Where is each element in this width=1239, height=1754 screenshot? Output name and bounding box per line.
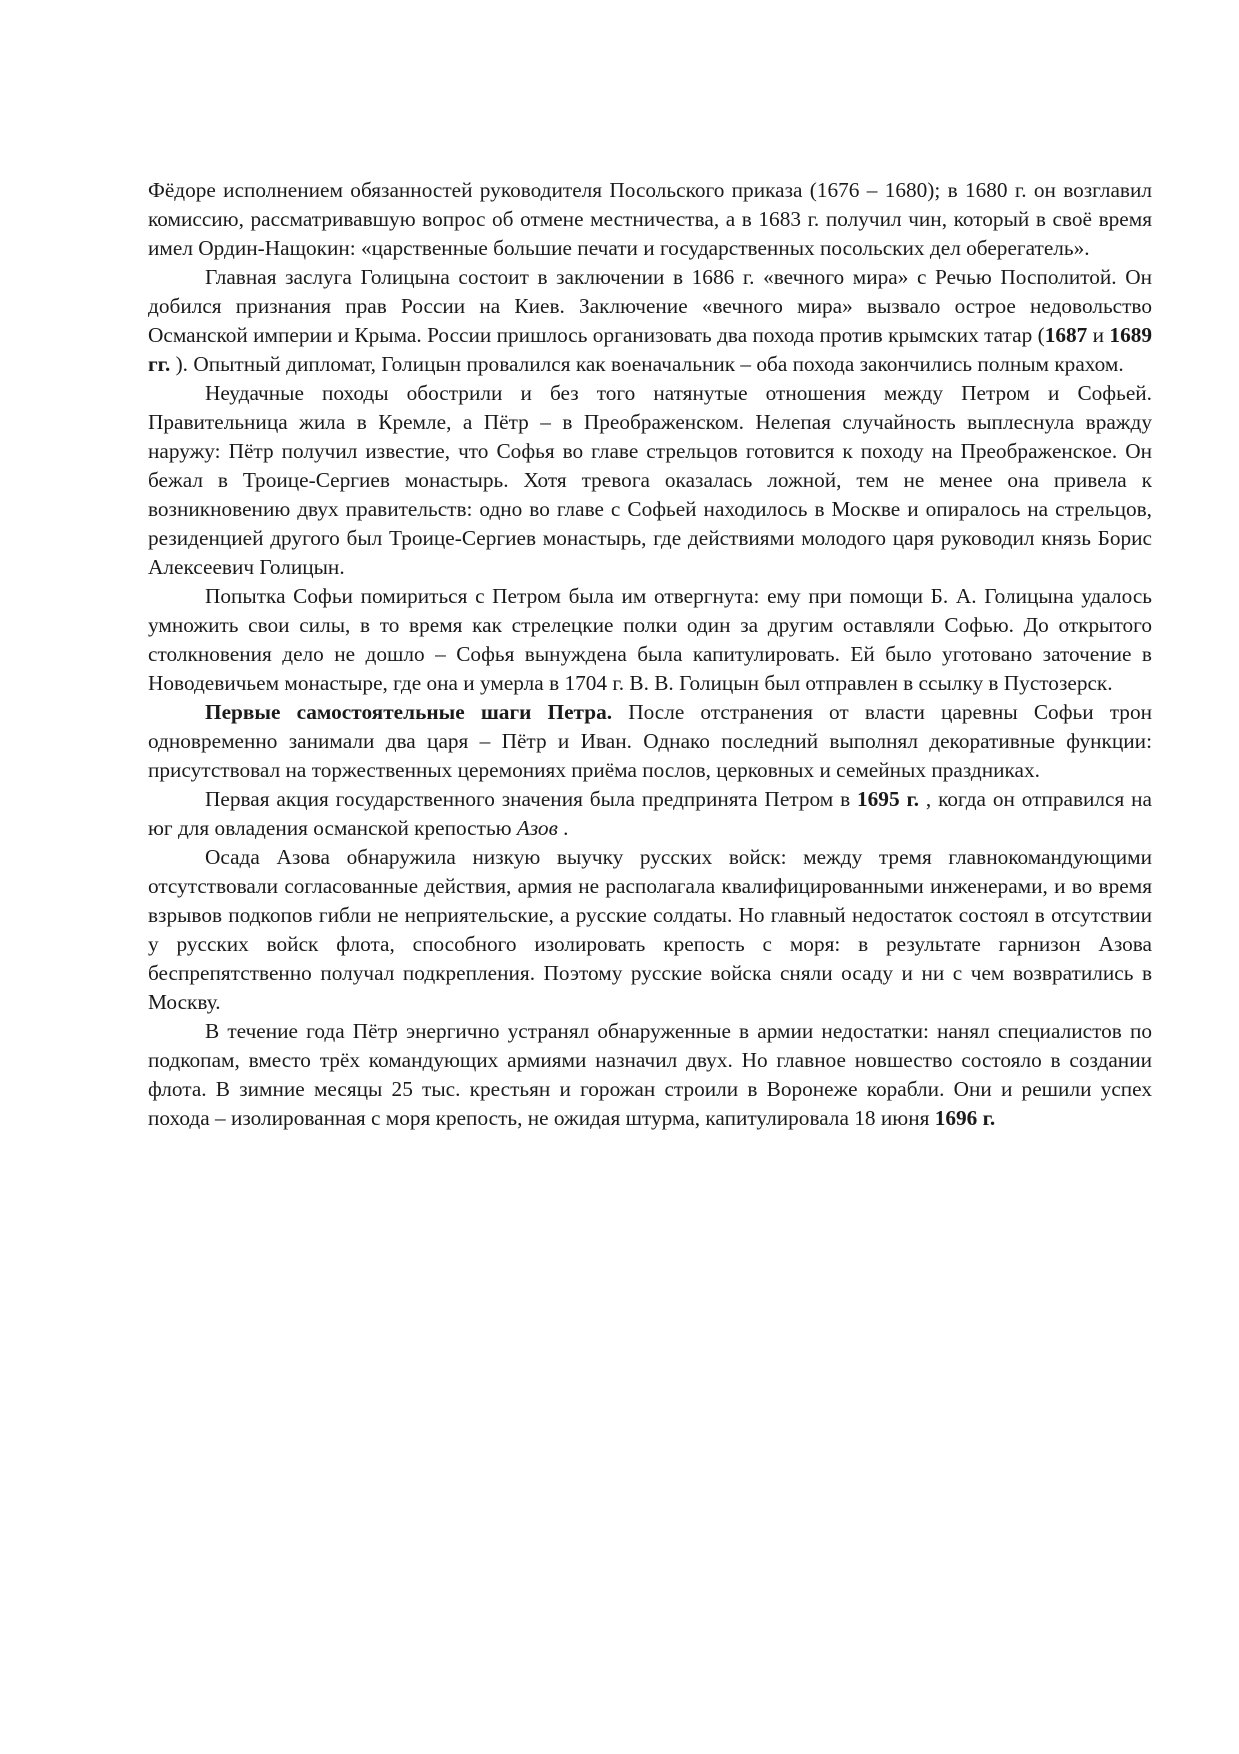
text-run: , когда он отправился на юг для овладения османской крепостью: [148, 787, 1152, 840]
paragraph: [148, 843, 1152, 1017]
paragraph: [148, 176, 1152, 263]
paragraph: [148, 698, 1152, 785]
paragraph: [148, 785, 1152, 843]
text-run: После отстранения от власти царевны Софьи трон одновременно занимали два царя – Пётр и Иван. Однако последний выполнял декоративные функции: присутствовал на торжественных церемониях приёма послов, церковных и семейных праздниках.: [148, 700, 1153, 782]
bold-text: 1687: [1044, 323, 1088, 347]
text-run: ). Опытный дипломат, Голицын провалился как военачальник – оба похода закончились полным крахом.: [170, 352, 1124, 376]
italic-text: Азов: [516, 816, 558, 840]
paragraph: [148, 582, 1152, 698]
paragraph: [148, 1017, 1152, 1133]
text-run: .: [557, 816, 569, 840]
text-run: В течение года Пётр энергично устранял обнаруженные в армии недостатки: нанял специалистов по подкопам, вместо трёх командующих армиями назначил двух. Но главное новшество состояло в создании флота. В зимние месяцы 25 тыс. крестьян и горожан строили в Воронеже корабли. Они и решили успех похода – изолированная с моря крепость, не ожидая штурма, капитулировала 18 июня: [148, 1019, 1152, 1130]
text-run: Осада Азова обнаружила низкую выучку русских войск: между тремя главнокомандующими отсутствовали согласованные действия, армия не располагала квалифицированными инженерами, и во время взрывов подкопов гибли не неприятельские, а русские солдаты. Но главный недостаток состоял в отсутствии у русских войск флота, способного изолировать крепость с моря: в результате гарнизон Азова беспрепятственно получал подкрепления. Поэтому русские войска сняли осаду и ни с чем возвратились в Москву.: [148, 845, 1152, 1014]
text-run: Фёдоре исполнением обязанностей руководителя Посольского приказа (1676 – 1680); в 1680 г. он возглавил комиссию, рассматривавшую вопрос об отмене местничества, а в 1683 г. получил чин, который в своё время имел Ордин-Нащокин: «царственные большие печати и государственных посольских дел оберегатель».: [148, 178, 1152, 260]
text-run: Попытка Софьи помириться с Петром была им отвергнута: ему при помощи Б. А. Голицына удалось умножить свои силы, в то время как стрелецкие полки один за другим оставляли Софью. До открытого столкновения дело не дошло – Софья вынуждена была капитулировать. Ей было уготовано заточение в Новодевичьем монастыре, где она и умерла в 1704 г. В. В. Голицын был отправлен в ссылку в Пустозерск.: [148, 584, 1152, 695]
document-page: [148, 176, 1152, 1133]
paragraph: [148, 263, 1152, 379]
bold-text: 1689 гг.: [148, 323, 1153, 376]
text-run: Неудачные походы обострили и без того натянутые отношения между Петром и Софьей. Правительница жила в Кремле, а Пётр – в Преображенском. Нелепая случайность выплеснула вражду наружу: Пётр получил известие, что Софья во главе стрельцов готовится к походу на Преображенское. Он бежал в Троице-Сергиев монастырь. Хотя тревога оказалась ложной, тем не менее она привела к возникновению двух правительств: одно во главе с Софьей находилось в Москве и опиралось на стрельцов, резиденцией другого был Троице-Сергиев монастырь, где действиями молодого царя руководил князь Борис Алексеевич Голицын.: [148, 381, 1152, 579]
paragraph: [148, 379, 1152, 582]
text-run: Главная заслуга Голицына состоит в заключении в 1686 г. «вечного мира» с Речью Посполитой. Он добился признания прав России на Киев. Заключение «вечного мира» вызвало острое недовольство Османской империи и Крыма. России пришлось организовать два похода против крымских татар (: [148, 265, 1152, 347]
bold-text: 1696 г.: [934, 1106, 996, 1130]
text-run: и: [1087, 323, 1110, 347]
text-run: Первая акция государственного значения была предпринята Петром в: [205, 787, 857, 811]
bold-text: Первые самостоятельные шаги Петра.: [205, 700, 613, 724]
bold-text: 1695 г.: [857, 787, 920, 811]
